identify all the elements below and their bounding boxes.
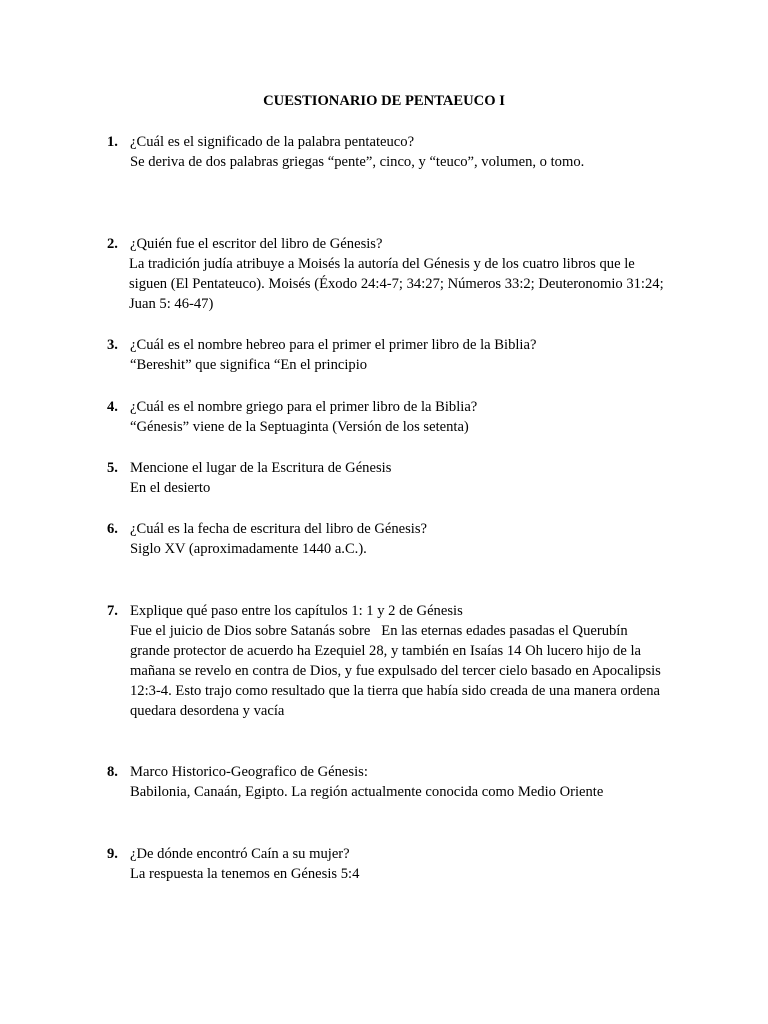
- question-number: 4.: [107, 399, 118, 415]
- answer-text: La tradición judía atribuye a Moisés la autoría del Génesis y de los cuatro libros que le siguen (El Pentateuco). Moisés (Éxodo 24:4-7; 34:27; Números 33:2; Deuteronomio 31:24; Juan 5: 46-47): [129, 256, 664, 312]
- question-text: ¿Cuál es el nombre griego para el primer libro de la Biblia?: [130, 399, 478, 415]
- question-item-2: [107, 234, 667, 314]
- question-text: ¿Cuál es el significado de la palabra pentateuco?: [130, 134, 415, 150]
- question-text: Marco Historico-Geografico de Génesis:: [130, 764, 368, 780]
- answer-text: En el desierto: [130, 480, 211, 496]
- question-item-5: [107, 458, 667, 498]
- answer-text: “Bereshit” que significa “En el principio: [130, 357, 368, 373]
- question-text: ¿Cuál es el nombre hebreo para el primer el primer libro de la Biblia?: [130, 337, 537, 353]
- question-number: 8.: [107, 764, 118, 780]
- question-number: 6.: [107, 521, 118, 537]
- document-title: CUESTIONARIO DE PENTAEUCO I: [263, 93, 505, 109]
- answer-text: Fue el juicio de Dios sobre Satanás sobre En las eternas edades pasadas el Querubín grande protector de acuerdo ha Ezequiel 28, y también en Isaías 14 Oh lucero hijo de la mañana se revelo en contra de Dios, y fue expulsado del tercer cielo basado en Apocalipsis 12:3-4. Esto trajo como resultado que la tierra que había sido creada de una manera ordena quedara desordena y vacía: [130, 623, 665, 719]
- question-item-4: [107, 397, 667, 437]
- answer-text: Se deriva de dos palabras griegas “pente”, cinco, y “teuco”, volumen, o tomo.: [130, 154, 585, 170]
- question-item-8: [107, 762, 667, 802]
- question-text: Explique qué paso entre los capítulos 1: 1 y 2 de Génesis: [130, 603, 463, 619]
- question-text: ¿De dónde encontró Caín a su mujer?: [130, 846, 350, 862]
- question-text: ¿Quién fue el escritor del libro de Génesis?: [130, 236, 383, 252]
- answer-text: Siglo XV (aproximadamente 1440 a.C.).: [130, 541, 367, 557]
- question-text: Mencione el lugar de la Escritura de Génesis: [130, 460, 392, 476]
- question-item-7: [107, 601, 667, 721]
- question-number: 7.: [107, 603, 118, 619]
- question-number: 9.: [107, 846, 118, 862]
- answer-text: Babilonia, Canaán, Egipto. La región actualmente conocida como Medio Oriente: [130, 784, 604, 800]
- question-item-1: [107, 132, 667, 172]
- question-number: 5.: [107, 460, 118, 476]
- question-item-3: [107, 335, 667, 375]
- question-number: 3.: [107, 337, 118, 353]
- question-item-6: [107, 519, 667, 559]
- answer-text: “Génesis” viene de la Septuaginta (Versión de los setenta): [130, 419, 469, 435]
- question-number: 2.: [107, 236, 118, 252]
- question-text: ¿Cuál es la fecha de escritura del libro de Génesis?: [130, 521, 428, 537]
- answer-text: La respuesta la tenemos en Génesis 5:4: [130, 866, 360, 882]
- question-item-9: [107, 844, 667, 884]
- question-number: 1.: [107, 134, 118, 150]
